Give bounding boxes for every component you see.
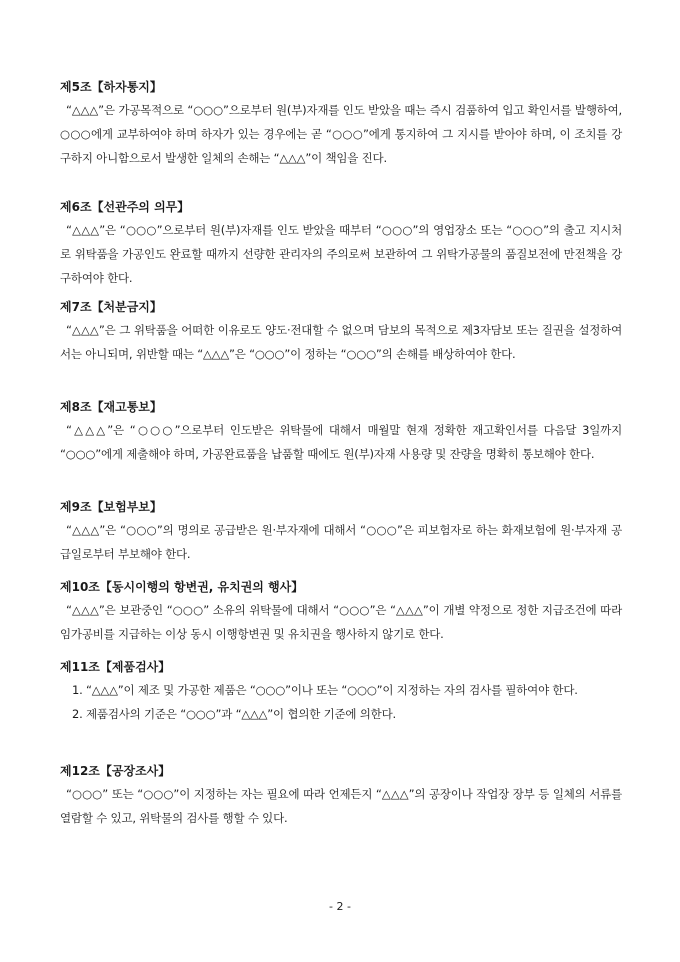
article-title: 제6조【선관주의 의무】 [60, 200, 190, 214]
article-10 [60, 578, 622, 646]
article-body: “○○○” 또는 “○○○”이 지정하는 자는 필요에 따라 언제든지 “△△△”의 공장이나 작업장 장부 등 일체의 서류를 열람할 수 있고, 위탁물의 검사를 행할 수 있다. [60, 787, 622, 825]
article-title: 제11조【제품검사】 [60, 660, 171, 674]
article-12 [60, 762, 622, 830]
article-body: “△△△”은 “○○○”의 명의로 공급받은 원·부자재에 대해서 “○○○”은 피보험자로 하는 화재보험에 원·부자재 공급일로부터 부보해야 한다. [60, 523, 622, 561]
article-5 [60, 78, 622, 170]
inspection-list [60, 678, 622, 726]
list-item: 2. 제품검사의 기준은 “○○○”과 “△△△”이 협의한 기준에 의한다. [72, 707, 396, 721]
article-body: “△△△”은 보관중인 “○○○” 소유의 위탁물에 대해서 “○○○”은 “△△△”이 개별 약정으로 정한 지급조건에 따라 임가공비를 지급하는 이상 동시 이행항변권 및 유치권을 행사하지 않기로 한다. [60, 603, 622, 641]
article-title: 제10조【동시이행의 항변권, 유치권의 행사】 [60, 580, 304, 594]
article-body: “△△△”은 그 위탁품을 어떠한 이유로도 양도·전대할 수 없으며 담보의 목적으로 제3자담보 또는 질권을 설정하여서는 아니되며, 위반할 때는 “△△△”은 “○○○”이 정하는 “○○○”의 손해를 배상하여야 한다. [60, 323, 622, 361]
article-title: 제9조【보험부보】 [60, 500, 162, 514]
article-title: 제12조【공장조사】 [60, 764, 171, 778]
article-title: 제7조【처분금지】 [60, 300, 162, 314]
article-9 [60, 498, 622, 566]
article-body: “△△△”은 “○○○”으로부터 원(부)자재를 인도 받았을 때부터 “○○○”의 영업장소 또는 “○○○”의 출고 지시처로 위탁품을 가공인도 완료할 때까지 선량한 관리자의 주의로써 보관하여 그 위탁가공물의 품질보전에 만전책을 강구하여야 한다. [60, 223, 622, 285]
article-body: “△△△”은 “○○○”으로부터 인도받은 위탁물에 대해서 매월말 현재 정확한 재고확인서를 다음달 3일까지 “○○○”에게 제출해야 하며, 가공완료품을 납품할 때에도 원(부)자재 사용량 및 잔량을 명확히 통보해야 한다. [60, 423, 622, 461]
page-number: - 2 - [329, 900, 351, 913]
list-item: 1. “△△△”이 제조 및 가공한 제품은 “○○○”이나 또는 “○○○”이 지정하는 자의 검사를 필하여야 한다. [72, 683, 578, 697]
article-6 [60, 198, 622, 290]
article-7 [60, 298, 622, 366]
article-title: 제8조【재고통보】 [60, 400, 162, 414]
article-body: “△△△”은 가공목적으로 “○○○”으로부터 원(부)자재를 인도 받았을 때는 즉시 검품하여 입고 확인서를 발행하여, ○○○에게 교부하여야 하며 하자가 있는 경우에는 곧 “○○○”에게 통지하여 그 지시를 받아야 하며, 이 조치를 강구하지 아니함으로서 발생한 일체의 손해는 “△△△”이 책임을 진다. [60, 103, 622, 165]
article-8 [60, 398, 622, 466]
article-title: 제5조【하자통지】 [60, 80, 162, 94]
article-11 [60, 658, 622, 726]
